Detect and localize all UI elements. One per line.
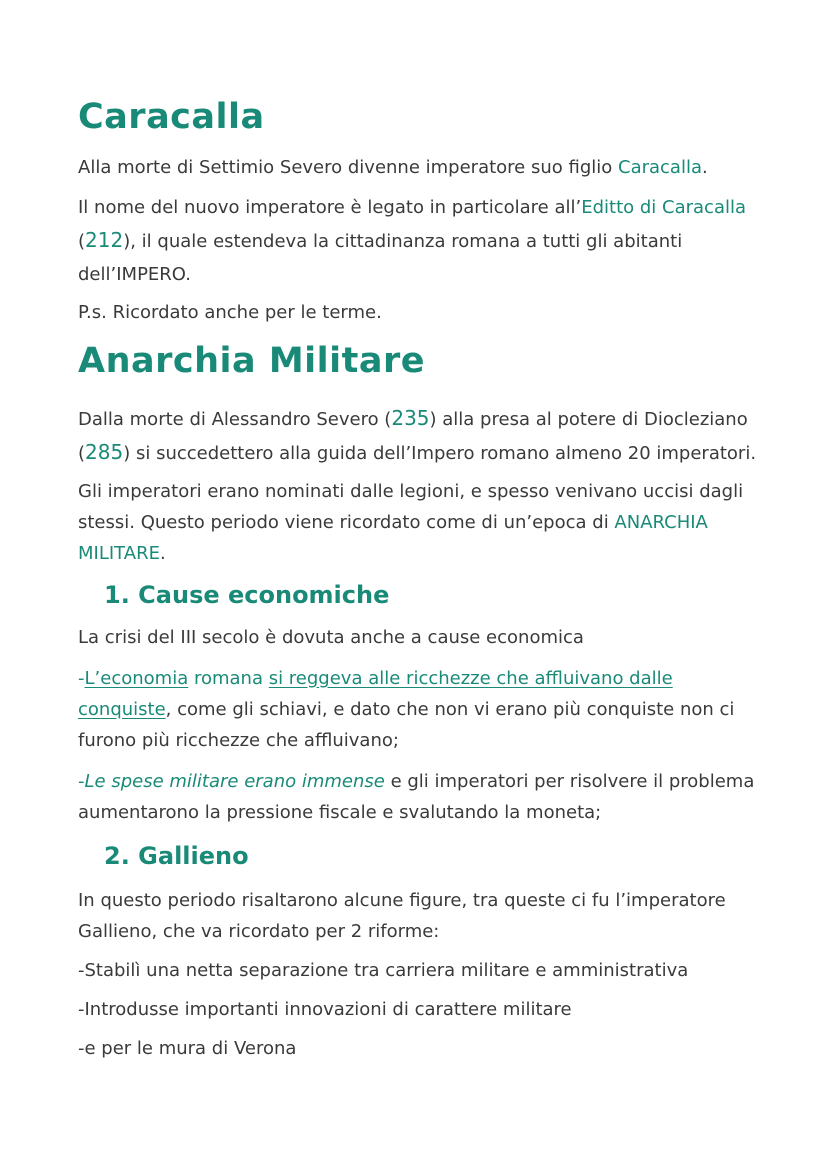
text-span: Alla morte di Settimio Severo divenne imperatore suo figlio: [78, 157, 618, 178]
underlined-economia: L’economia: [84, 667, 189, 689]
paragraph-anarchia-2: [78, 476, 758, 569]
caracalla-name: Caracalla: [618, 157, 702, 178]
text-span: Dalla morte di Alessandro Severo (: [78, 409, 392, 430]
heading-anarchia-militare: Anarchia Militare: [78, 341, 426, 381]
text-span: ), il quale estendeva la cittadinanza romana a tutti gli abitanti dell’IMPERO.: [78, 231, 683, 285]
underlined-ricchezze: si reggeva alle ricchezze che affluivano dalle conquiste: [78, 667, 673, 720]
list-item: -e per le mura di Verona: [78, 1037, 297, 1059]
paragraph-caracalla-1: [78, 152, 758, 183]
year-235: 235: [391, 406, 430, 430]
paragraph-gallieno-1: In questo periodo risaltarono alcune figure, tra queste ci fu l’imperatore Gallieno, che va ricordato per 2 riforme:: [78, 889, 726, 942]
text-span: Il nome del nuovo imperatore è legato in particolare all’: [78, 197, 582, 218]
text-span: .: [702, 157, 708, 178]
text-span: romana: [188, 667, 269, 689]
text-span: ) alla presa al potere di Diocleziano (: [78, 409, 748, 464]
paragraph-caracalla-2: [78, 191, 758, 291]
text-span: .: [159, 543, 166, 564]
text-span: (: [78, 231, 86, 252]
edict-name: Editto di Caracalla: [581, 197, 747, 218]
anarchia-militare-term: ANARCHIA MILITARE: [78, 512, 708, 564]
text-span: Gli imperatori erano nominati dalle legioni, e spesso venivano uccisi dagli stessi. Questo periodo viene ricordato come di un’epoca di: [78, 481, 744, 533]
paragraph-caracalla-3: P.s. Ricordato anche per le terme.: [78, 302, 382, 323]
document-page: [78, 96, 758, 1064]
text-span: , come gli schiavi, e dato che non vi erano più conquiste non ci furono più ricchezze che affluivano;: [78, 698, 735, 751]
text-span: ) si succedettero alla guida dell’Impero romano almeno 20 imperatori.: [123, 443, 757, 464]
paragraph-cause-3: [78, 766, 758, 828]
paragraph-cause-2: [78, 663, 758, 756]
year-285: 285: [85, 440, 124, 464]
heading-cause-economiche: 1. Cause economiche: [104, 581, 390, 609]
list-item: -Introdusse importanti innovazioni di carattere militare: [78, 998, 572, 1020]
paragraph-anarchia-1: [78, 402, 758, 470]
year-212: 212: [85, 228, 124, 252]
paragraph-cause-1: La crisi del III secolo è dovuta anche a cause economica: [78, 626, 584, 648]
heading-caracalla: Caracalla: [78, 97, 265, 137]
text-span: -: [78, 667, 85, 689]
list-item: -Stabilì una netta separazione tra carriera militare e amministrativa: [78, 959, 689, 981]
text-span: e gli imperatori per risolvere il problema aumentarono la pressione fiscale e svalutando la moneta;: [78, 770, 755, 823]
text-span: -: [78, 770, 85, 792]
heading-gallieno: 2. Gallieno: [104, 841, 249, 870]
spese-militari: Le spese militare erano immense: [84, 770, 385, 792]
